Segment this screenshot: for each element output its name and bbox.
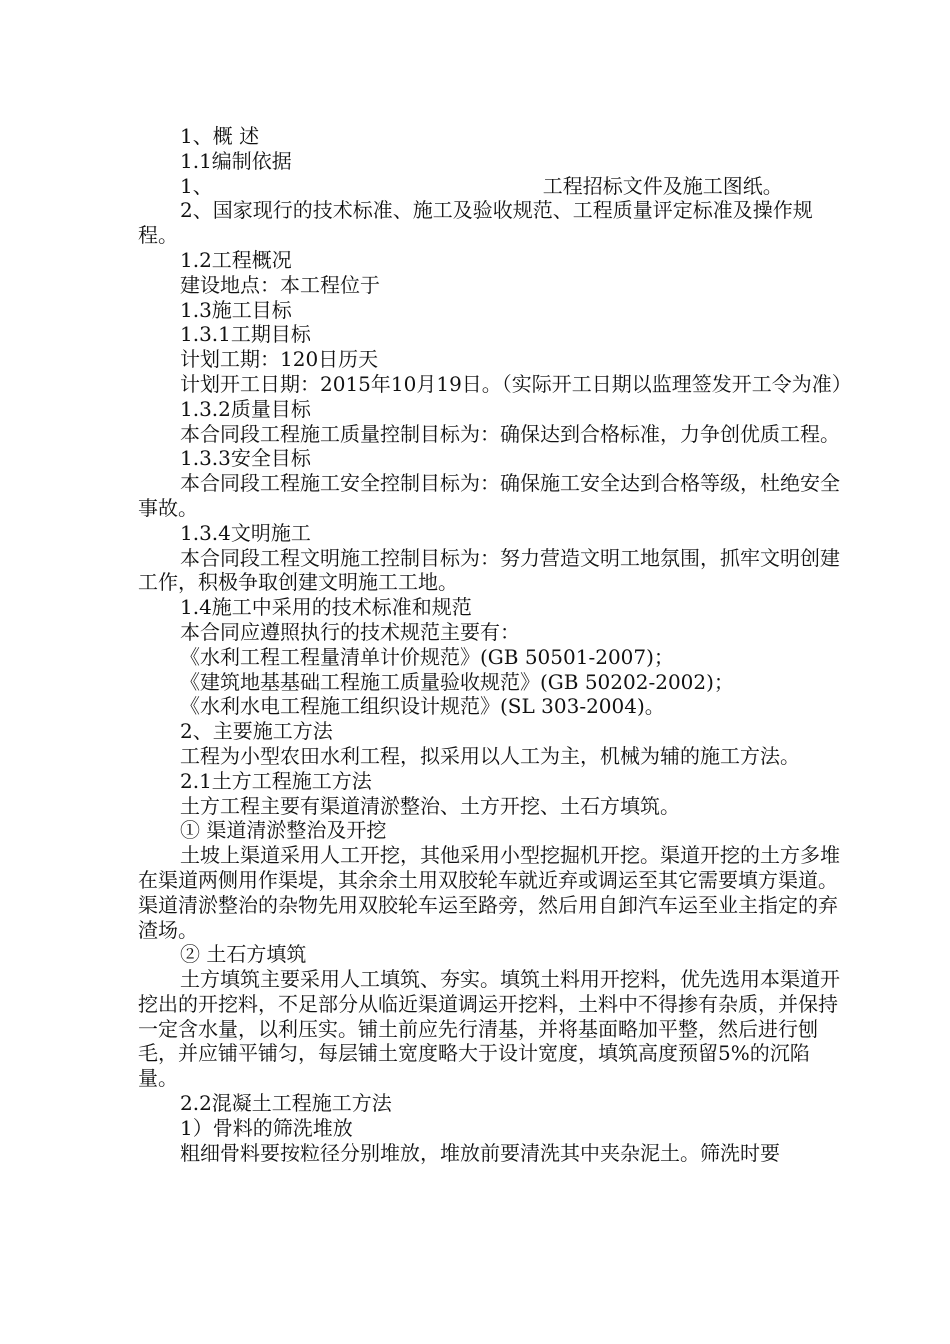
subsection-heading-civilized-construction: 1.3.4文明施工: [180, 520, 311, 545]
subsection-heading-overview: 1.2工程概况: [180, 247, 292, 272]
subsection-heading-safety-goal: 1.3.3安全目标: [180, 446, 311, 471]
basis-item-1-text: 工程招标文件及施工图纸。: [542, 173, 783, 198]
subsection-heading-concrete: 2.2混凝土工程施工方法: [180, 1091, 392, 1116]
subsection-heading-earthwork: 2.1土方工程施工方法: [180, 768, 372, 793]
subsection-heading-basis: 1.1编制依据: [180, 148, 292, 173]
item-heading-earth-fill: ② 土石方填筑: [180, 942, 307, 967]
paragraph-location: 建设地点：本工程位于: [180, 272, 380, 297]
paragraph-channel-dredging: 土坡上渠道采用人工开挖，其他采用小型挖掘机开挖。渠道开挖的土方多堆在渠道两侧用作渠堤，其余余土用双胶轮车就近弃或调运至其它需要填方渠道。渠道清淤整治的杂物先用双胶轮车运至路旁，然后用自卸汽车运至业主指定的弃渣场。: [138, 843, 840, 942]
basis-item-1-number: 1、: [180, 173, 213, 198]
standard-item-2: 《建筑地基基础工程施工质量验收规范》(GB 50202-2002)；: [180, 669, 734, 694]
subsection-heading-quality-goal: 1.3.2质量目标: [180, 396, 311, 421]
standard-item-3: 《水利水电工程施工组织设计规范》(SL 303-2004)。: [180, 694, 665, 719]
document-body: [138, 124, 852, 1165]
paragraph-earth-fill: 土方填筑主要采用人工填筑、夯实。填筑土料用开挖料，优先选用本渠道开挖出的开挖料，不足部分从临近渠道调运开挖料，土料中不得掺有杂质，并保持一定含水量，以利压实。铺土前应先行清基，并将基面略加平整，然后进行刨毛，并应铺平铺匀，每层铺土宽度略大于设计宽度，填筑高度预留5%的沉陷量。: [138, 967, 840, 1091]
standard-item-1: 《水利工程工程量清单计价规范》(GB 50501-2007)；: [180, 644, 674, 669]
paragraph-earthwork-intro: 土方工程主要有渠道清淤整治、土方开挖、土石方填筑。: [180, 793, 680, 818]
paragraph-basis-item-2: 2、国家现行的技术标准、施工及验收规范、工程质量评定标准及操作规程。: [138, 198, 813, 248]
paragraph-standards-intro: 本合同应遵照执行的技术规范主要有：: [180, 619, 520, 644]
paragraph-planned-duration: 计划工期：120日历天: [180, 347, 379, 372]
paragraph-start-date: 计划开工日期：2015年10月19日。（实际开工日期以监理签发开工令为准）: [180, 371, 852, 396]
paragraph-basis-item-1: [138, 174, 848, 199]
item-heading-channel-dredging: ① 渠道清淤整治及开挖: [180, 818, 387, 843]
paragraph-aggregate: 粗细骨料要按粒径分别堆放，堆放前要清洗其中夹杂泥土。筛洗时要: [180, 1140, 780, 1165]
paragraph-safety-goal: 本合同段工程施工安全控制目标为：确保施工安全达到合格等级，杜绝安全事故。: [138, 471, 840, 520]
item-heading-aggregate: 1）骨料的筛洗堆放: [180, 1115, 353, 1140]
paragraph-civilized-construction: 本合同段工程文明施工控制目标为：努力营造文明工地氛围，抓牢文明创建工作，积极争取创建文明施工工地。: [138, 545, 840, 595]
subsection-heading-goals: 1.3施工目标: [180, 297, 292, 322]
section-heading-methods: 2、主要施工方法: [180, 719, 333, 744]
paragraph-quality-goal: 本合同段工程施工质量控制目标为：确保达到合格标准，力争创优质工程。: [180, 421, 840, 446]
section-heading-overview: 1、概 述: [180, 124, 260, 148]
paragraph-methods-intro: 工程为小型农田水利工程，拟采用以人工为主，机械为辅的施工方法。: [180, 743, 800, 768]
subsection-heading-standards: 1.4施工中采用的技术标准和规范: [180, 595, 472, 620]
subsection-heading-schedule-goal: 1.3.1工期目标: [180, 322, 311, 347]
